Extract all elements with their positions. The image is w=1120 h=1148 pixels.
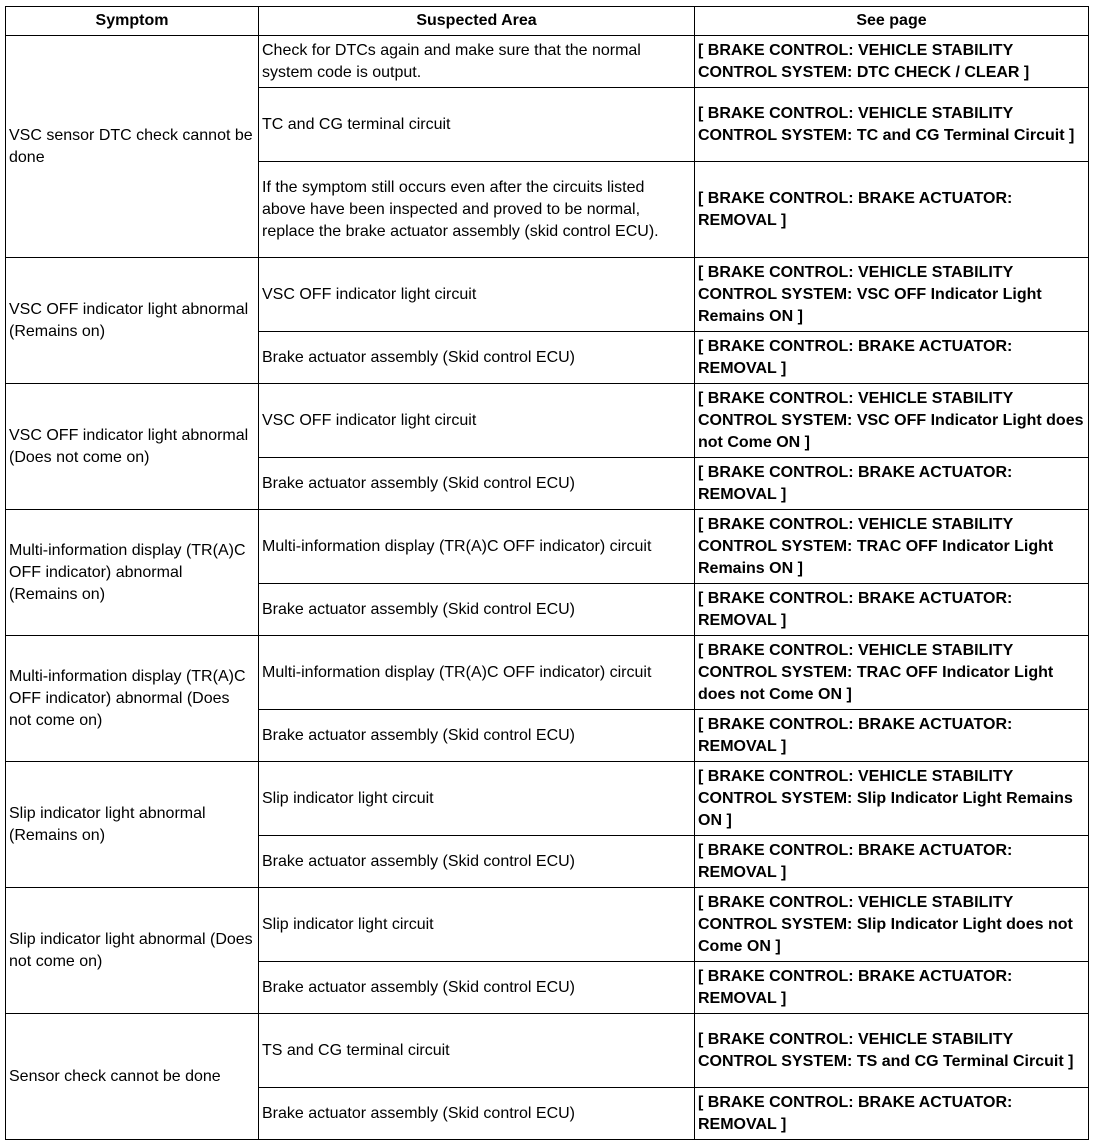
symptom-cell: Slip indicator light abnormal (Remains on) <box>6 762 259 888</box>
see-page-cell: [ BRAKE CONTROL: BRAKE ACTUATOR: REMOVAL ] <box>695 162 1089 258</box>
header-symptom: Symptom <box>6 7 259 36</box>
symptom-cell: Slip indicator light abnormal (Does not come on) <box>6 888 259 1014</box>
table-row <box>6 36 1089 88</box>
table-row <box>6 510 1089 584</box>
table-row <box>6 384 1089 458</box>
see-page-cell: [ BRAKE CONTROL: VEHICLE STABILITY CONTROL SYSTEM: TRAC OFF Indicator Light does not Come ON ] <box>695 636 1089 710</box>
suspected-area-cell: Brake actuator assembly (Skid control ECU) <box>259 1088 695 1140</box>
see-page-cell: [ BRAKE CONTROL: BRAKE ACTUATOR: REMOVAL ] <box>695 836 1089 888</box>
see-page-cell: [ BRAKE CONTROL: BRAKE ACTUATOR: REMOVAL ] <box>695 458 1089 510</box>
table-body <box>6 36 1089 1140</box>
symptom-cell: Multi-information display (TR(A)C OFF indicator) abnormal (Remains on) <box>6 510 259 636</box>
table-header-row <box>6 7 1089 36</box>
see-page-cell: [ BRAKE CONTROL: VEHICLE STABILITY CONTROL SYSTEM: Slip Indicator Light does not Come ON ] <box>695 888 1089 962</box>
suspected-area-cell: Multi-information display (TR(A)C OFF indicator) circuit <box>259 510 695 584</box>
suspected-area-cell: Brake actuator assembly (Skid control ECU) <box>259 584 695 636</box>
suspected-area-cell: TC and CG terminal circuit <box>259 88 695 162</box>
see-page-cell: [ BRAKE CONTROL: BRAKE ACTUATOR: REMOVAL ] <box>695 332 1089 384</box>
symptom-cell: Sensor check cannot be done <box>6 1014 259 1140</box>
suspected-area-cell: Slip indicator light circuit <box>259 888 695 962</box>
see-page-cell: [ BRAKE CONTROL: VEHICLE STABILITY CONTROL SYSTEM: TRAC OFF Indicator Light Remains ON ] <box>695 510 1089 584</box>
see-page-cell: [ BRAKE CONTROL: VEHICLE STABILITY CONTROL SYSTEM: DTC CHECK / CLEAR ] <box>695 36 1089 88</box>
table-row <box>6 1014 1089 1088</box>
problem-symptoms-table <box>5 6 1089 1140</box>
suspected-area-cell: Slip indicator light circuit <box>259 762 695 836</box>
suspected-area-cell: Multi-information display (TR(A)C OFF indicator) circuit <box>259 636 695 710</box>
suspected-area-cell: VSC OFF indicator light circuit <box>259 384 695 458</box>
see-page-cell: [ BRAKE CONTROL: VEHICLE STABILITY CONTROL SYSTEM: VSC OFF Indicator Light Remains ON ] <box>695 258 1089 332</box>
header-see-page: See page <box>695 7 1089 36</box>
see-page-cell: [ BRAKE CONTROL: VEHICLE STABILITY CONTROL SYSTEM: Slip Indicator Light Remains ON ] <box>695 762 1089 836</box>
suspected-area-cell: Check for DTCs again and make sure that the normal system code is output. <box>259 36 695 88</box>
suspected-area-cell: Brake actuator assembly (Skid control ECU) <box>259 332 695 384</box>
see-page-cell: [ BRAKE CONTROL: BRAKE ACTUATOR: REMOVAL ] <box>695 1088 1089 1140</box>
table-row <box>6 258 1089 332</box>
symptom-cell: Multi-information display (TR(A)C OFF indicator) abnormal (Does not come on) <box>6 636 259 762</box>
suspected-area-cell: Brake actuator assembly (Skid control ECU) <box>259 458 695 510</box>
symptom-cell: VSC OFF indicator light abnormal (Remains on) <box>6 258 259 384</box>
see-page-cell: [ BRAKE CONTROL: VEHICLE STABILITY CONTROL SYSTEM: VSC OFF Indicator Light does not Come ON ] <box>695 384 1089 458</box>
header-suspected-area: Suspected Area <box>259 7 695 36</box>
symptom-cell: VSC OFF indicator light abnormal (Does not come on) <box>6 384 259 510</box>
table-row <box>6 888 1089 962</box>
see-page-cell: [ BRAKE CONTROL: VEHICLE STABILITY CONTROL SYSTEM: TS and CG Terminal Circuit ] <box>695 1014 1089 1088</box>
table-row <box>6 636 1089 710</box>
suspected-area-cell: VSC OFF indicator light circuit <box>259 258 695 332</box>
symptom-cell: VSC sensor DTC check cannot be done <box>6 36 259 258</box>
suspected-area-cell: Brake actuator assembly (Skid control ECU) <box>259 962 695 1014</box>
see-page-cell: [ BRAKE CONTROL: BRAKE ACTUATOR: REMOVAL ] <box>695 710 1089 762</box>
see-page-cell: [ BRAKE CONTROL: BRAKE ACTUATOR: REMOVAL ] <box>695 584 1089 636</box>
suspected-area-cell: If the symptom still occurs even after the circuits listed above have been inspected and proved to be normal, replace the brake actuator assembly (skid control ECU). <box>259 162 695 258</box>
see-page-cell: [ BRAKE CONTROL: BRAKE ACTUATOR: REMOVAL ] <box>695 962 1089 1014</box>
see-page-cell: [ BRAKE CONTROL: VEHICLE STABILITY CONTROL SYSTEM: TC and CG Terminal Circuit ] <box>695 88 1089 162</box>
suspected-area-cell: TS and CG terminal circuit <box>259 1014 695 1088</box>
table-row <box>6 762 1089 836</box>
suspected-area-cell: Brake actuator assembly (Skid control ECU) <box>259 836 695 888</box>
suspected-area-cell: Brake actuator assembly (Skid control ECU) <box>259 710 695 762</box>
